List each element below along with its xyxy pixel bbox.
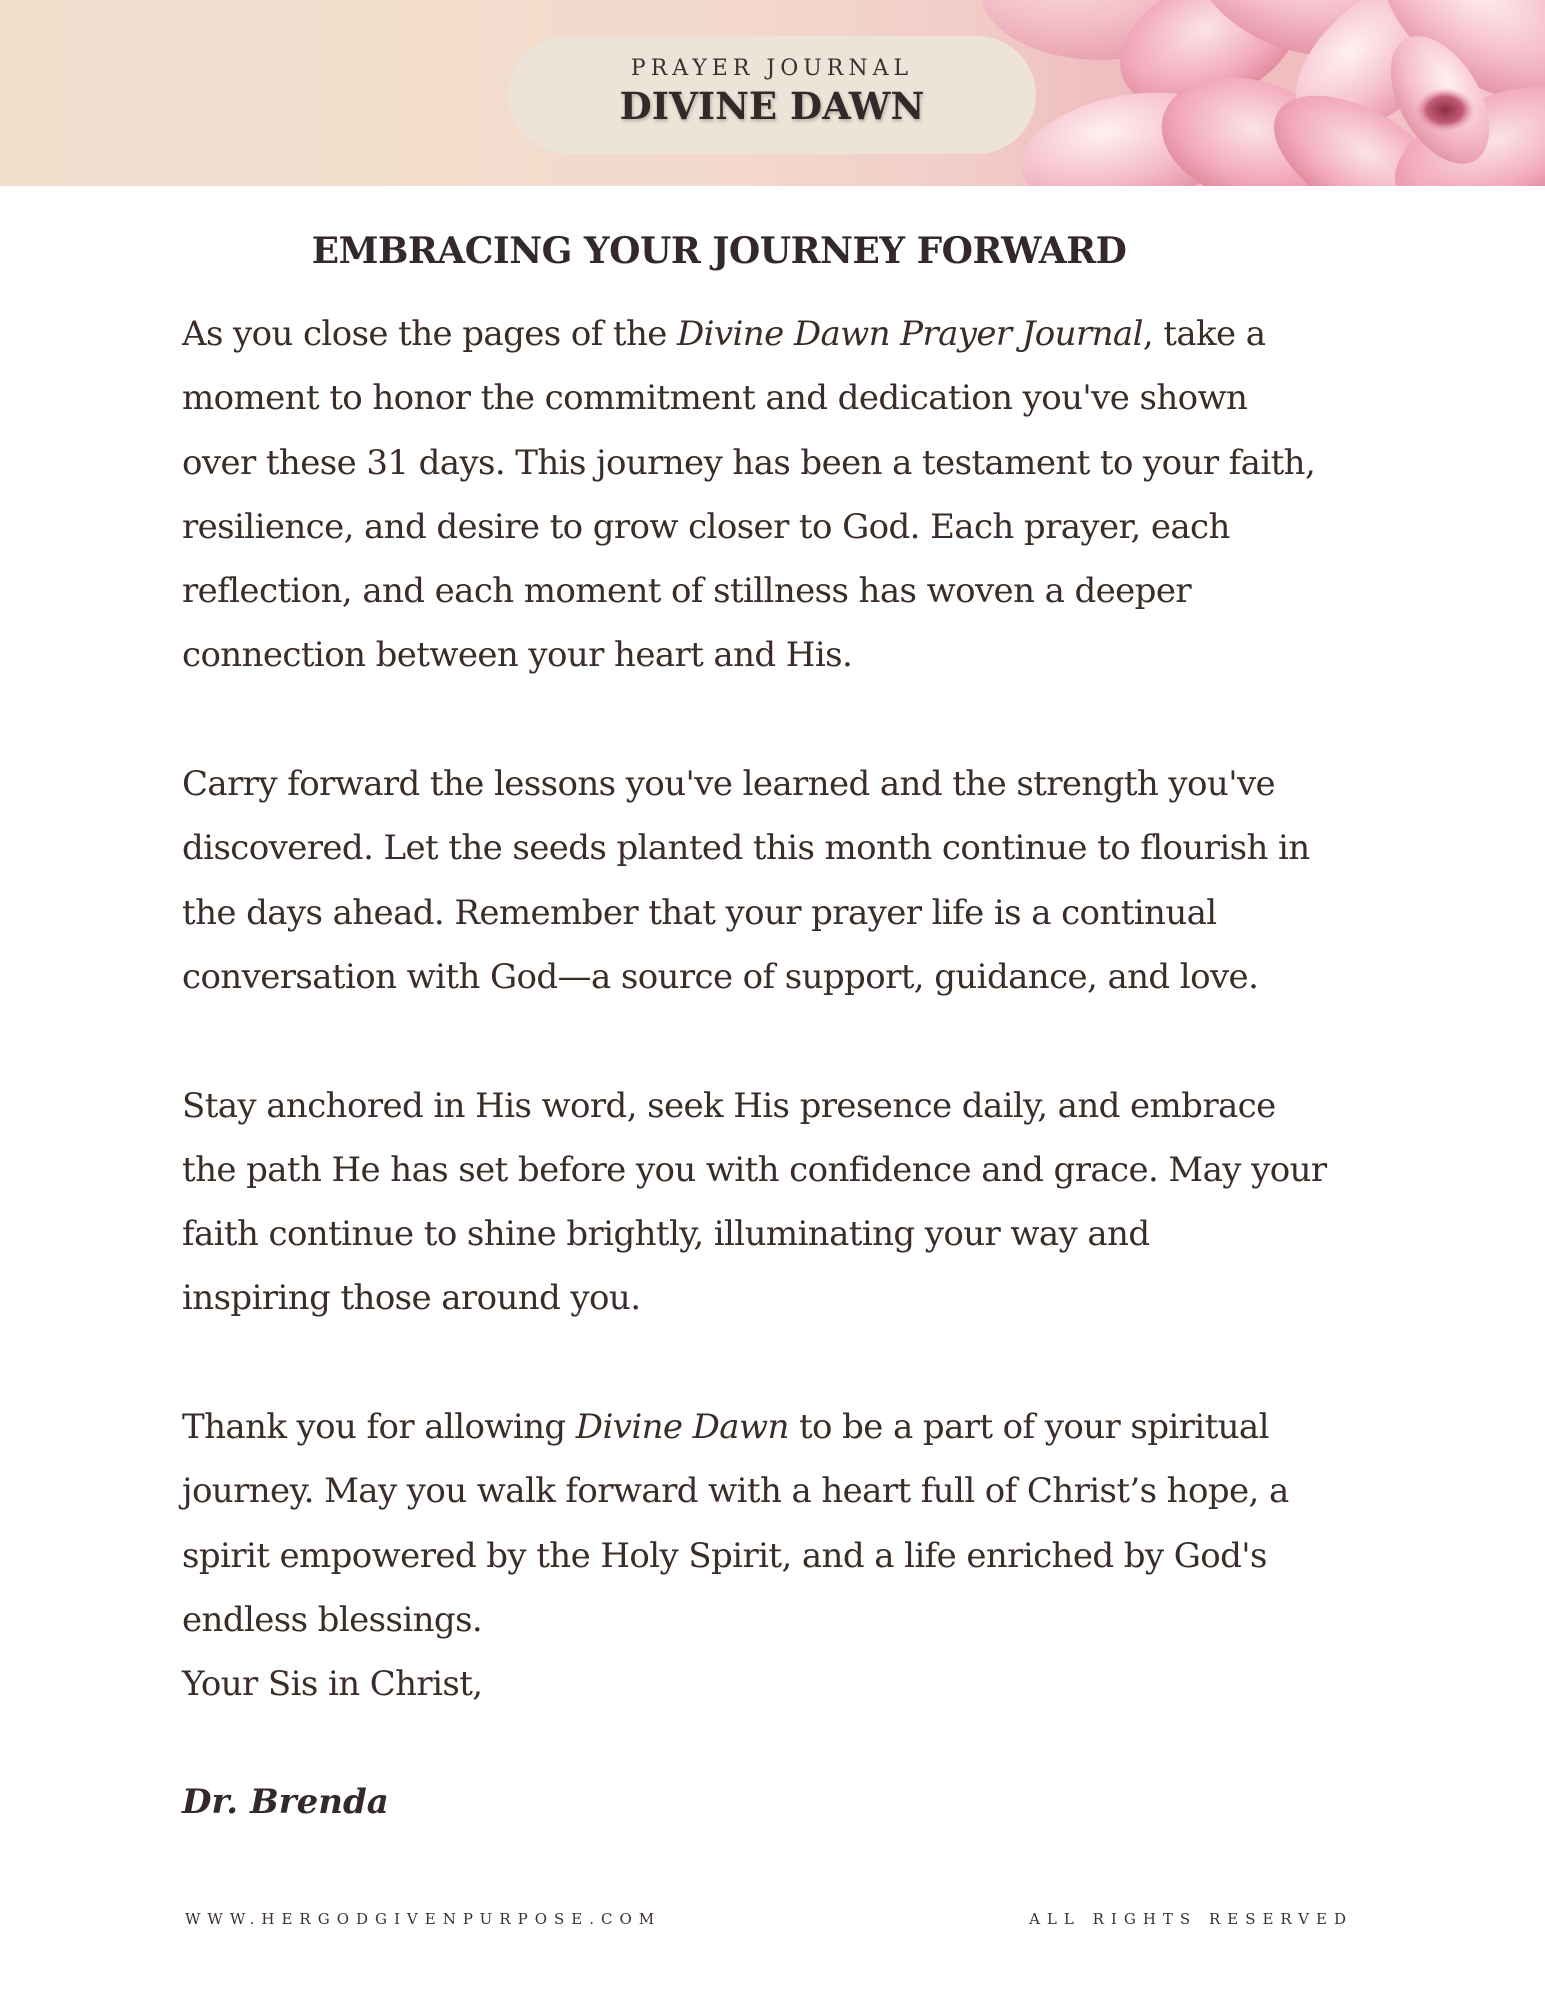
footer-website: WWW.HERGODGIVENPURPOSE.COM (185, 1910, 662, 1928)
text-line: connection between your heart and His. (182, 635, 853, 676)
text-line: spirit empowered by the Holy Spirit, and a life enriched by God's (182, 1535, 1267, 1576)
text-line: Stay anchored in His word, seek His presence daily, and embrace (182, 1085, 1276, 1126)
text-line: Thank you for allowing Divine Dawn to be a part of your spiritual (182, 1407, 1269, 1448)
signature: Dr. Brenda (182, 1782, 389, 1822)
title-pill (508, 36, 1036, 154)
text-line: resilience, and desire to grow closer to God. Each prayer, each (182, 506, 1230, 547)
text-line: inspiring those around you. (182, 1278, 641, 1319)
journal-title-italic: Divine Dawn Prayer Journal (676, 314, 1143, 354)
text-line: As you close the pages of the Divine Dawn Prayer Journal, take a (182, 314, 1266, 354)
journal-subtitle: PRAYER JOURNAL (630, 56, 914, 81)
text-line: moment to honor the commitment and dedication you've shown (182, 378, 1248, 419)
text-line: reflection, and each moment of stillness has woven a deeper (182, 571, 1192, 612)
letter-body (182, 302, 1382, 1717)
paragraph-4 (182, 1395, 1382, 1716)
text-line: conversation with God—a source of support, guidance, and love. (182, 956, 1259, 997)
text-line: the path He has set before you with confidence and grace. May your (182, 1149, 1327, 1190)
journal-title: DIVINE DAWN (619, 84, 925, 128)
closing-line: Your Sis in Christ, (182, 1664, 483, 1705)
text-line: faith continue to shine brightly, illuminating your way and (182, 1214, 1150, 1255)
text-line: over these 31 days. This journey has been a testament to your faith, (182, 442, 1316, 483)
paragraph-3 (182, 1074, 1382, 1331)
text-line: discovered. Let the seeds planted this month continue to flourish in (182, 828, 1310, 869)
page-heading: EMBRACING YOUR JOURNEY FORWARD (311, 230, 1127, 272)
text-line: the days ahead. Remember that your prayer life is a continual (182, 892, 1217, 933)
header-banner (0, 0, 1545, 186)
paragraph-1 (182, 302, 1382, 688)
paragraph-2 (182, 752, 1382, 1009)
journal-name-italic: Divine Dawn (575, 1407, 789, 1448)
text-line: endless blessings. (182, 1599, 483, 1640)
text-line: journey. May you walk forward with a heart full of Christ’s hope, a (182, 1471, 1289, 1512)
text-line: Carry forward the lessons you've learned and the strength you've (182, 764, 1276, 805)
footer-rights: ALL RIGHTS RESERVED (1029, 1910, 1353, 1928)
